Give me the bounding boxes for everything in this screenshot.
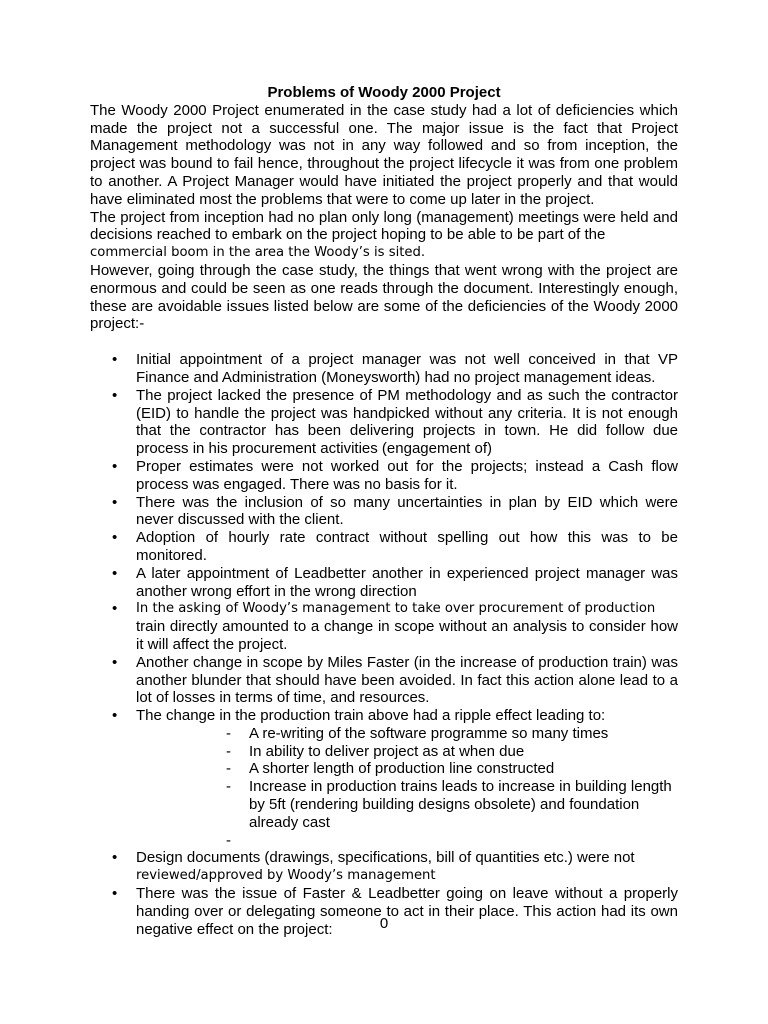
list-item [90, 600, 678, 653]
intro-paragraph-3: However, going through the case study, the things that went wrong with the project are enormous and could be seen as one reads through the document. Interestingly enough, these are avoidable issues listed below are some of the deficiencies of the Woody 2000 project:- [90, 261, 678, 333]
list-item: • Adoption of hourly rate contract without spelling out how this was to be monitored. [90, 529, 678, 565]
list-item: • Proper estimates were not worked out for the projects; instead a Cash flow process was engaged. There was no basis for it. [90, 458, 678, 494]
document-page [90, 84, 678, 938]
sub-list-item: - Increase in production trains leads to increase in building length by 5ft (rendering building designs obsolete) and foundation already cast [136, 778, 678, 831]
list-item-line-1: • In the asking of Woody’s management to take over procurement of production [136, 601, 656, 617]
sub-list-item: - A re-writing of the software programme so many times [136, 725, 678, 743]
list-item: • A later appointment of Leadbetter another in experienced project manager was another wrong effort in the wrong direction [90, 565, 678, 601]
deficiency-list [90, 351, 678, 938]
list-item [90, 849, 678, 885]
sub-list-item-empty [136, 832, 678, 850]
spacer [90, 333, 678, 351]
list-item-line-1: • Design documents (drawings, specifications, bill of quantities etc.) were not [136, 849, 635, 867]
list-item [90, 707, 678, 849]
list-item: • Another change in scope by Miles Faster (in the increase of production train) was another blunder that should have been avoided. In fact this action alone lead to a lot of losses in terms of time, and resources. [90, 654, 678, 707]
list-item-text: • The change in the production train above had a ripple effect leading to: [136, 707, 606, 725]
document-title: Problems of Woody 2000 Project [267, 84, 501, 101]
sub-list-item: - A shorter length of production line constructed [136, 760, 678, 778]
intro-paragraph-2: The project from inception had no plan only long (management) meetings were held and decisions reached to embark on the project hoping to be able to be part of the [90, 208, 678, 244]
list-item: • Initial appointment of a project manager was not well conceived in that VP Finance and Administration (Moneysworth) had no project management ideas. [90, 351, 678, 387]
page-number: 0 [379, 915, 389, 932]
list-item: • There was the issue of Faster & Leadbetter going on leave without a properly handing over or delegating someone to act in their place. This action had its own negative effect on the project: [90, 885, 678, 938]
intro-paragraph-2-continuation: commercial boom in the area the Woody’s is sited. [90, 245, 426, 261]
intro-paragraph-1: The Woody 2000 Project enumerated in the case study had a lot of deficiencies which made the project not a successful one. The major issue is the fact that Project Management methodology was not in any way followed and so from inception, the project was bound to fail hence, throughout the project lifecycle it was from one problem to another. A Project Manager would have initiated the project properly and that would have eliminated most the problems that were to come up later in the project. [90, 101, 678, 208]
list-item-line-rest: train directly amounted to a change in scope without an analysis to consider how it will affect the project. [136, 618, 678, 653]
list-item: • The project lacked the presence of PM methodology and as such the contractor (EID) to handle the project was handpicked without any criteria. It is not enough that the contractor has been delivering projects in town. He did follow due process in his procurement activities (engagement of) [90, 387, 678, 458]
sub-list-item: - In ability to deliver project as at when due [136, 743, 678, 761]
list-item-line-rest: reviewed/approved by Woody’s management [136, 868, 436, 884]
ripple-effect-list [136, 725, 678, 850]
list-item: • There was the inclusion of so many uncertainties in plan by EID which were never discussed with the client. [90, 494, 678, 530]
